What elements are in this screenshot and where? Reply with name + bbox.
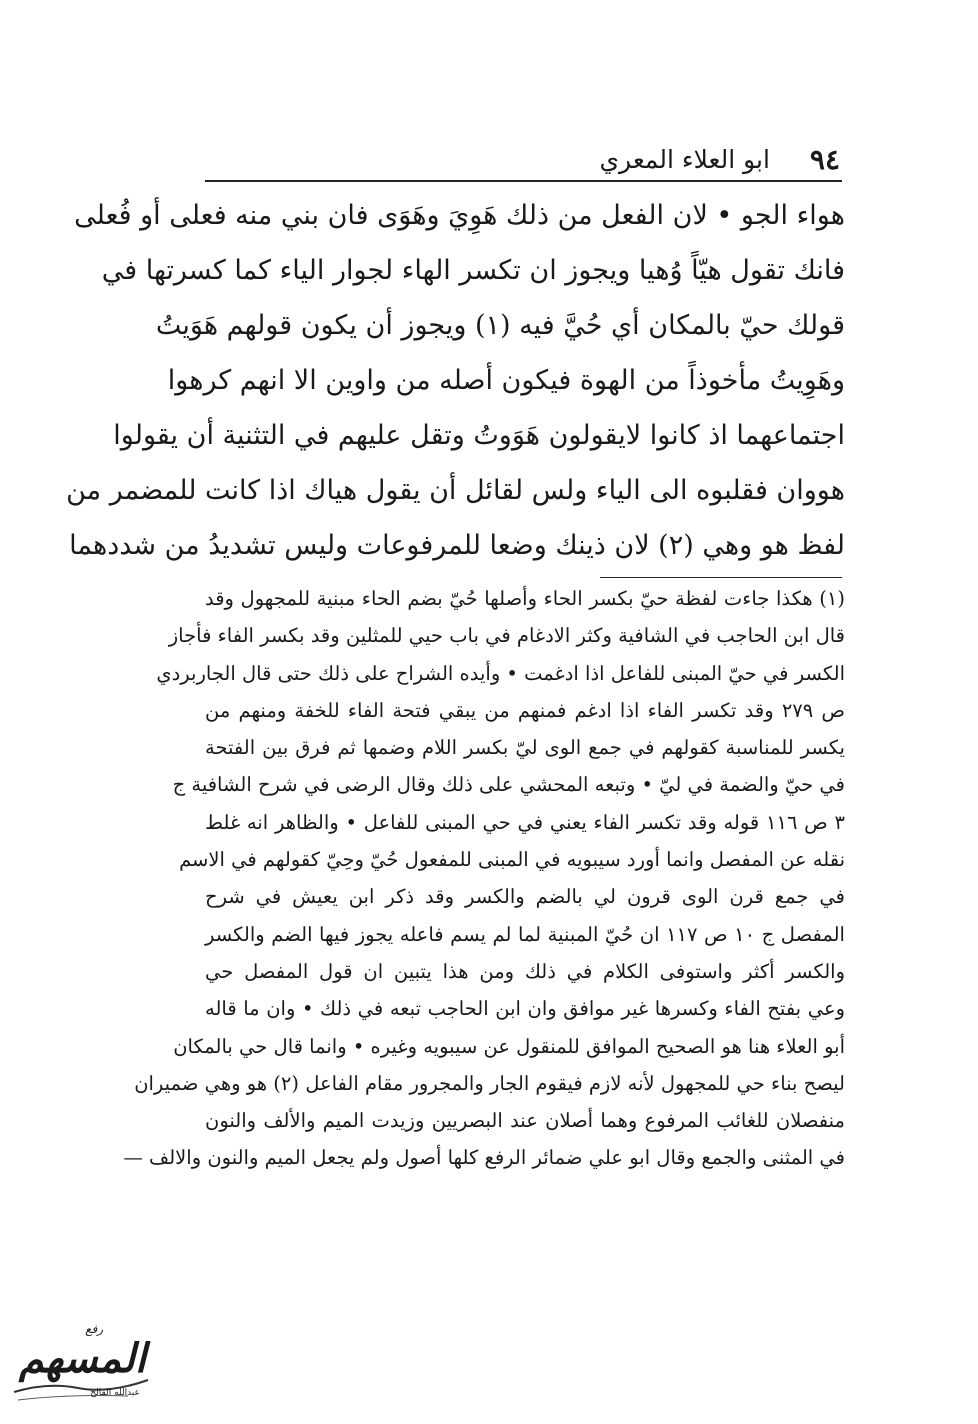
footnote-line: والكسر أكثر واستوفى الكلام في ذلك ومن هذا يتبين ان قول المفصل حي [205,959,845,983]
page-number: ٩٤ [809,142,840,176]
footnote-line: ليصح بناء حي للمجهول لأنه لازم فيقوم الجار والمجرور مقام الفاعل (٢) هو وهي ضميران [134,1071,845,1095]
running-title: ابو العلاء المعري [599,144,770,174]
footnote-line: ص ٢٧٩ وقد تكسر الفاء اذا ادغم فمنهم من يبقي فتحة الفاء للخفة ومنهم من [205,698,845,722]
page-header [205,142,840,176]
text-line: لفظ هو وهي (٢) لان ذينك وضعا للمرفوعات وليس تشديدُ من شددهما [69,530,845,561]
footnote-line: في حيّ والضمة في ليّ • وتبعه المحشي على ذلك وقال الرضى في شرح الشافية ج [172,773,845,797]
footnote-line: منفصلان للغائب المرفوع وهما أصلان عند البصريين وزيدت الميم والألف والنون [205,1109,845,1133]
footnote-rule [600,577,842,578]
main-text [66,188,845,573]
footnote-line: في المثنى والجمع وقال ابو علي ضمائر الرفع كلها أصول ولم يجعل الميم والنون والالف — [123,1146,845,1170]
footnotes [123,580,845,1177]
footnote-line: ٣ ص ١١٦ قوله وقد تكسر الفاء يعني في حي المبنى للفاعل • والظاهر انه غلط [205,810,845,834]
text-line: هووان فقلبوه الى الياء ولس لقائل أن يقول هياك اذا كانت للمضمر من [66,475,845,506]
header-rule [205,180,842,182]
footnote-line: قال ابن الحاجب في الشافية وكثر الادغام في باب حيي للمثلين وقد بكسر الفاء فأجاز [168,624,845,648]
footnote-line: يكسر للمناسبة كقولهم في جمع الوى ليّ بكسر اللام وضمها ثم فرق بين الفتحة [205,736,845,760]
footnote-line: (١) هكذا جاءت لفظة حيّ بكسر الحاء وأصلها حُيّ بضم الحاء مبنية للمجهول وقد [205,587,845,610]
footnote-line: نقله عن المفصل وانما أورد سيبويه في المبنى للمفعول حُيّ وحِيّ كقولهم في الاسم [179,848,845,872]
text-line: اجتماعهما اذ كانوا لايقولون هَوَوتُ وتقل عليهم في التثنية أن يقولوا [113,420,845,451]
stamp-main-text: المسهم [18,1335,146,1382]
footnote-line: في جمع قرن الوى قرون لي بالضم والكسر وقد ذكر ابن يعيش في شرح [205,885,845,909]
footnote-line: الكسر في حيّ المبنى للفاعل اذا ادغمت • وأيده الشراح على ذلك حتى قال الجاربردي [156,661,845,685]
footnote-line: وعي بفتح الفاء وكسرها غير موافق وان ابن الحاجب تبعه في ذلك • وان ما قاله [205,997,845,1021]
footnote-line: المفصل ج ١٠ ص ١١٧ ان حُيّ المبنية لما لم يسم فاعله يجوز فيها الضم والكسر [205,922,845,946]
stamp-sub-text: عبدالله الفالح [90,1388,140,1398]
text-line: قولك حيّ بالمكان أي حُيَّ فيه (١) ويجوز أن يكون قولهم هَوَيتُ [155,310,845,341]
watermark-stamp [8,1322,158,1410]
text-line: فانك تقول هيّاً وُهيا ويجوز ان تكسر الهاء لجوار الياء كما كسرتها في [101,255,845,286]
text-line: وهَوِيتُ مأخوذاً من الهوة فيكون أصله من واوين الا انهم كرهوا [167,365,845,396]
text-line: هواء الجو • لان الفعل من ذلك هَوِيَ وهَوَى فان بني منه فعلى أو فُعلى [74,200,845,231]
stamp-top-text: رفع [85,1322,103,1336]
footnote-line: أبو العلاء هنا هو الصحيح الموافق للمنقول عن سيبويه وغيره • وانما قال حي بالمكان [173,1034,845,1058]
